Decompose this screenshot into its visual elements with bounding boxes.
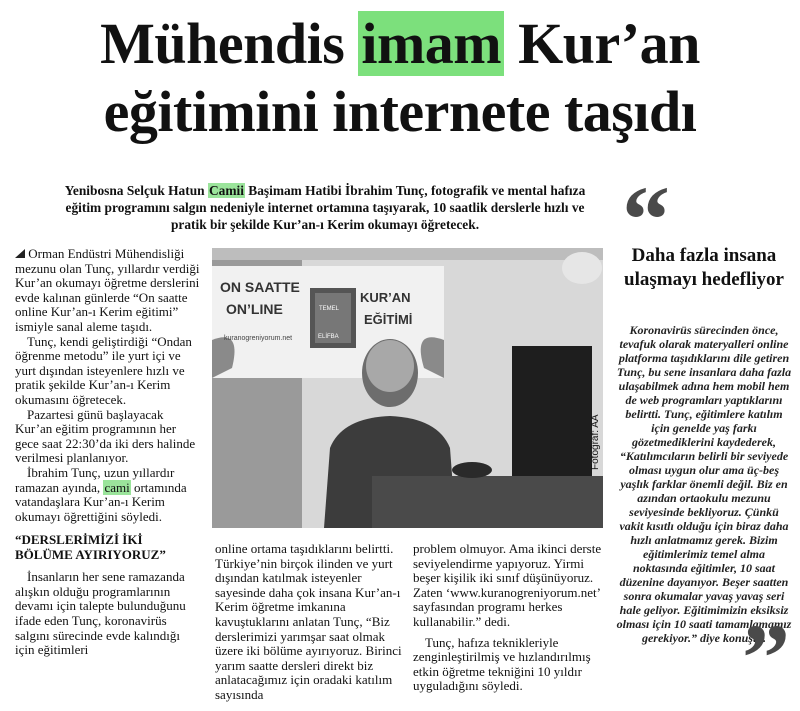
article-column-1 [15, 247, 202, 658]
subheading: “DERSLERİMİZİ İKİ BÖLÜME AYIRIYORUZ” [15, 532, 166, 563]
sign-logo-2: ELİFBA [318, 334, 339, 340]
paragraph-4 [15, 466, 202, 524]
paragraph-8: Tunç, hafıza teknikleriyle zenginleştirilmiş ve hızlandırılmış etkin öğretme tekniğini 10 yıldır uyguladığını söyledi. [413, 634, 591, 694]
paragraph-5: İnsanların her sene ramazanda alışkın olduğu programlarının devamı için talepte bulunduğunu ifade eden Tunç, koronavirüs salgını sürecinde evde kalındığı için eğitimleri [15, 569, 186, 658]
sign-text-left-1: ON SAATTE [220, 279, 300, 295]
headline-word-1: Mühendis [100, 11, 345, 76]
sidebar-quote-box [614, 166, 794, 711]
lead-text-2: Başimam Hatibi İbrahim Tunç, fotografik ve mental hafıza eğitim programını salgın nedeniyle internet ortamına taşıyarak, 10 saatlik derslerle hızlı ve pratik bir şekilde Kur’an-ı Kerim okumayı öğretecek. [65, 183, 586, 232]
paragraph-7: problem olmuyor. Ama ikinci derste seviyelendirme yapıyoruz. Yirmi beşer kişilik iki sınıf düşünüyoruz. Zaten ‘www.kuranogreniyorum.net’ sayfasından programı herkes kullanabilir.” dedi. [413, 541, 602, 629]
sign-logo-1: TEMEL [319, 306, 340, 312]
article-photo [212, 248, 603, 528]
photo-illustration [212, 248, 603, 528]
paragraph-6: online ortama taşıdıklarını belirtti. Türkiye’nin birçok ilinden ve yurt dışından katılmak isteyenler sayesinde daha çok insana Kur’an-ı Kerim öğretme imkanına kavuştuklarını anlatan Tunç, “Biz derslerimizi yarımşar saat olmak üzere iki bölüme ayırıyoruz. Birinci yarım saatte dersleri direkt biz anlatacağımız için oradaki katılım sayısında [215, 541, 402, 702]
lead-highlight: Camii [208, 183, 244, 198]
article-column-2 [215, 542, 405, 703]
paragraph-4-text-a: İbrahim Tunç, uzun yıllardır ramazan ayında, [15, 464, 175, 495]
paragraph-4-text-b: ortamında vatandaşlara Kur’an-ı Kerim okumayı öğrettiğini söyledi. [15, 479, 187, 524]
headline-highlight: imam [358, 11, 504, 76]
paragraph-1-text: Orman Endüstri Mühendisliği mezunu olan Tunç, yıllardır verdiği Kur’an okumayı öğretme derslerini evde kalınan günlerde “On saatte online Kur’an-ı Kerim eğitimi” ismiyle sanal aleme taşıdı. [15, 246, 200, 334]
triangle-marker-icon [15, 249, 25, 258]
paragraph-3: Pazartesi günü başlayacak Kur’an eğitim programının her gece saat 22:30’da iki ders halinde verilmesi planlanıyor. [15, 406, 196, 466]
sign-text-left-2: ON’LINE [226, 301, 283, 317]
sidebar-title: Daha fazla insana ulaşmayı hedefliyor [624, 245, 784, 290]
headline-line-1 [0, 10, 800, 78]
lead-paragraph [60, 182, 590, 233]
close-quote-icon: ” [742, 604, 790, 711]
sign-text-right-2: EĞİTİMİ [364, 312, 413, 327]
paragraph-4-highlight: cami [104, 479, 130, 495]
open-quote-icon: “ [622, 166, 670, 273]
headline-line-2: eğitimini internete taşıdı [103, 79, 697, 144]
sidebar-text: Koronavirüs sürecinden önce, tevafuk olarak materyalleri online platforma taşıdıklarını dile getiren Tunç, bu sene insanlara daha fazla ulaşabilmek adına hem mobil hem de web programları yaptıklarını belirtti. Tunç, eğitimlere katılım için genelde yaş farkı gözetmediklerini kaydederek, “Katılımcıların belirli bir seviyede olması uygun olur ama üç-beş yaşlık farklar önemli değil. Biz en azından ortaokulu mezunu seviyesinde bekliyoruz. Çünkü vakit kısıtlı olduğu için biraz daha hızlı anlatmamız gerek. Bizim eğitimlerimiz temel alma noktasında eğitimler, 10 saat düzenine dayanıyor. Beşer saatten sonra okumalar yavaş yavaş seri hale geliyor. Eğitimimizin eksiksiz olması için 10 saati tamamlamamız gerekiyor.” diye konuştu. [616, 323, 792, 645]
lead-text-1: Yenibosna Selçuk Hatun [64, 183, 208, 198]
paragraph-1 [15, 247, 202, 335]
photo-credit: Fotoğraf: AA [590, 414, 601, 470]
headline-word-3: Kur’an [518, 11, 700, 76]
sign-url: kuranogreniyorum.net [224, 335, 293, 342]
article-column-3 [413, 542, 603, 694]
sign-text-right-1: KUR’AN [360, 290, 411, 305]
paragraph-2: Tunç, kendi geliştirdiği “Ondan öğrenme metodu” ile yurt içi ve yurt dışından isteyenlere hızlı ve pratik şekilde Kur’an-ı Kerim okumasını öğretecek. [15, 333, 192, 407]
headline [0, 10, 800, 146]
